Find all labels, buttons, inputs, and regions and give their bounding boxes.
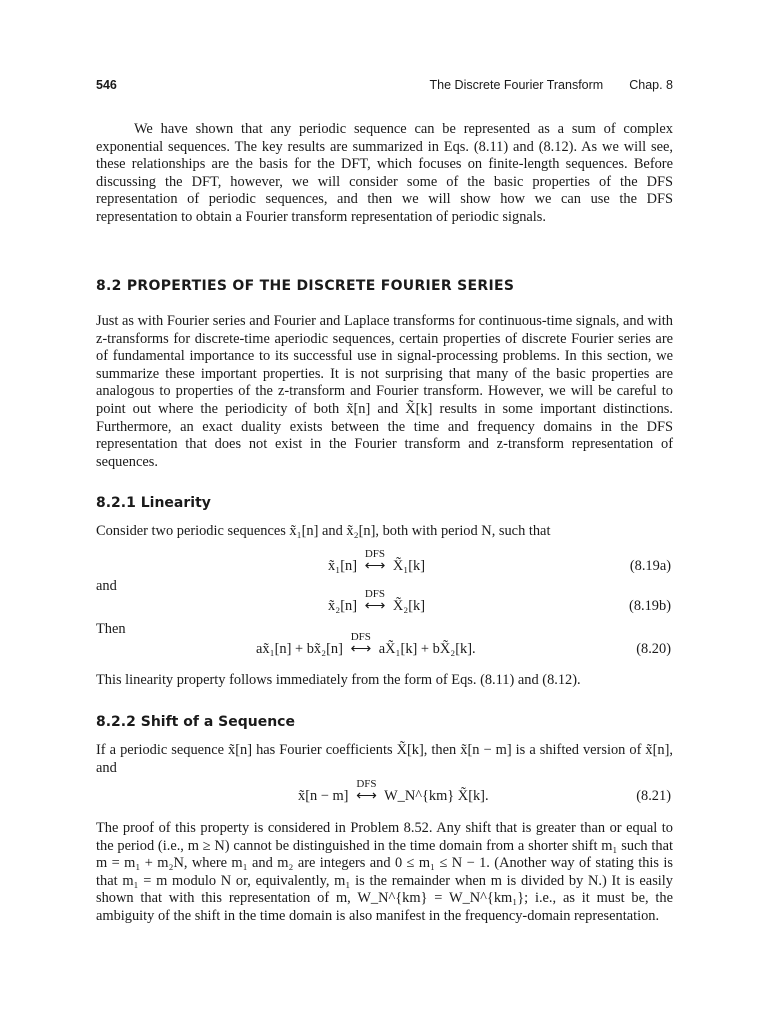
- equation-number: (8.19a): [629, 558, 671, 574]
- eq-lhs: x̃₂[n]: [328, 598, 357, 614]
- equation-8-20: [96, 631, 673, 661]
- intro-paragraph: We have shown that any periodic sequence can be represented as a sum of complex exponential sequences. The key results are summarized in Eqs. (8.11) and (8.12). As we will see, these relationships are the basis for the DFT, which focuses on finite-length sequences. Before discussing the DFT, however, we will consider some of the basic properties of the DFS representation of periodic sequences, and then we will show how we can use the DFS representation to obtain a Fourier transform representation of periodic signals.: [96, 121, 673, 225]
- then-word: Then: [96, 621, 126, 637]
- eq-rhs: X̃₂[k]: [392, 598, 426, 614]
- equation-8-21: [96, 778, 673, 808]
- subsection-heading-shift: 8.2.2 Shift of a Sequence: [96, 714, 295, 730]
- section-paragraph: Just as with Fourier series and Fourier and Laplace transforms for continuous-time signals, and with z-transforms for discrete-time aperiodic sequences, certain properties of discrete Fourier series are of fundamental importance to its successful use in signal-processing problems. In this section, we summarize these important properties. It is not surprising that many of the basic properties are analogous to properties of the z-transform and Fourier transform. However, we will be careful to point out where the periodicity of both x̃[n] and X̃[k] results in some important distinctions. Furthermore, an exact duality exists between the time and frequency domains in the DFS representation that does not exist in the Fourier transform and z-transform representation of sequences.: [96, 313, 673, 470]
- equation-number: (8.19b): [629, 598, 671, 614]
- page-header: [96, 78, 673, 98]
- section-heading: 8.2 PROPERTIES OF THE DISCRETE FOURIER SERIES: [96, 278, 515, 294]
- equation-8-19a: [96, 548, 673, 578]
- double-arrow-icon: ⟷: [356, 788, 377, 804]
- eq-lhs: x̃₁[n]: [328, 558, 357, 574]
- eq-lhs: x̃[n − m]: [298, 788, 349, 804]
- equation-number: (8.21): [636, 788, 671, 804]
- eq-rhs: aX̃₁[k] + bX̃₂[k].: [378, 641, 476, 657]
- dfs-label: DFS: [356, 778, 377, 790]
- linearity-closing: This linearity property follows immediately from the form of Eqs. (8.11) and (8.12).: [96, 672, 581, 688]
- subsection-heading-linearity: 8.2.1 Linearity: [96, 495, 211, 511]
- double-arrow-icon: ⟷: [364, 558, 386, 574]
- dfs-label: DFS: [364, 548, 386, 560]
- page-number: 546: [96, 78, 117, 92]
- double-arrow-icon: ⟷: [350, 641, 372, 657]
- running-head: [430, 78, 673, 92]
- double-arrow-icon: ⟷: [364, 598, 386, 614]
- eq-lhs: ax̃₁[n] + bx̃₂[n]: [256, 641, 343, 657]
- running-title: The Discrete Fourier Transform: [429, 78, 604, 92]
- equation-8-19b: [96, 588, 673, 618]
- linearity-intro: Consider two periodic sequences x̃₁[n] and x̃₂[n], both with period N, such that: [96, 523, 551, 539]
- and-word: and: [96, 578, 117, 594]
- chapter-label: Chap. 8: [629, 78, 673, 92]
- shift-paragraph: The proof of this property is considered in Problem 8.52. Any shift that is greater than or equal to the period (i.e., m ≥ N) cannot be distinguished in the time domain from a shorter shift m₁ such that m = m₁ + m₂N, where m₁ and m₂ are integers and 0 ≤ m₁ ≤ N − 1. (Another way of stating this is that m₁ = m modulo N or, equivalently, m₁ is the remainder when m is divided by N.) It is easily shown that with this representation of m, W_N^{km} = W_N^{km₁}; i.e., as it must be, the ambiguity of the shift in the time domain is also manifest in the frequency-domain representation.: [96, 820, 673, 924]
- equation-number: (8.20): [636, 641, 671, 657]
- eq-rhs: X̃₁[k]: [392, 558, 426, 574]
- dfs-label: DFS: [350, 631, 371, 643]
- shift-intro: If a periodic sequence x̃[n] has Fourier coefficients X̃[k], then x̃[n − m] is a shifted version of x̃[n], and: [96, 742, 673, 776]
- eq-rhs: W_N^{km} X̃[k].: [384, 788, 489, 804]
- dfs-label: DFS: [364, 588, 386, 600]
